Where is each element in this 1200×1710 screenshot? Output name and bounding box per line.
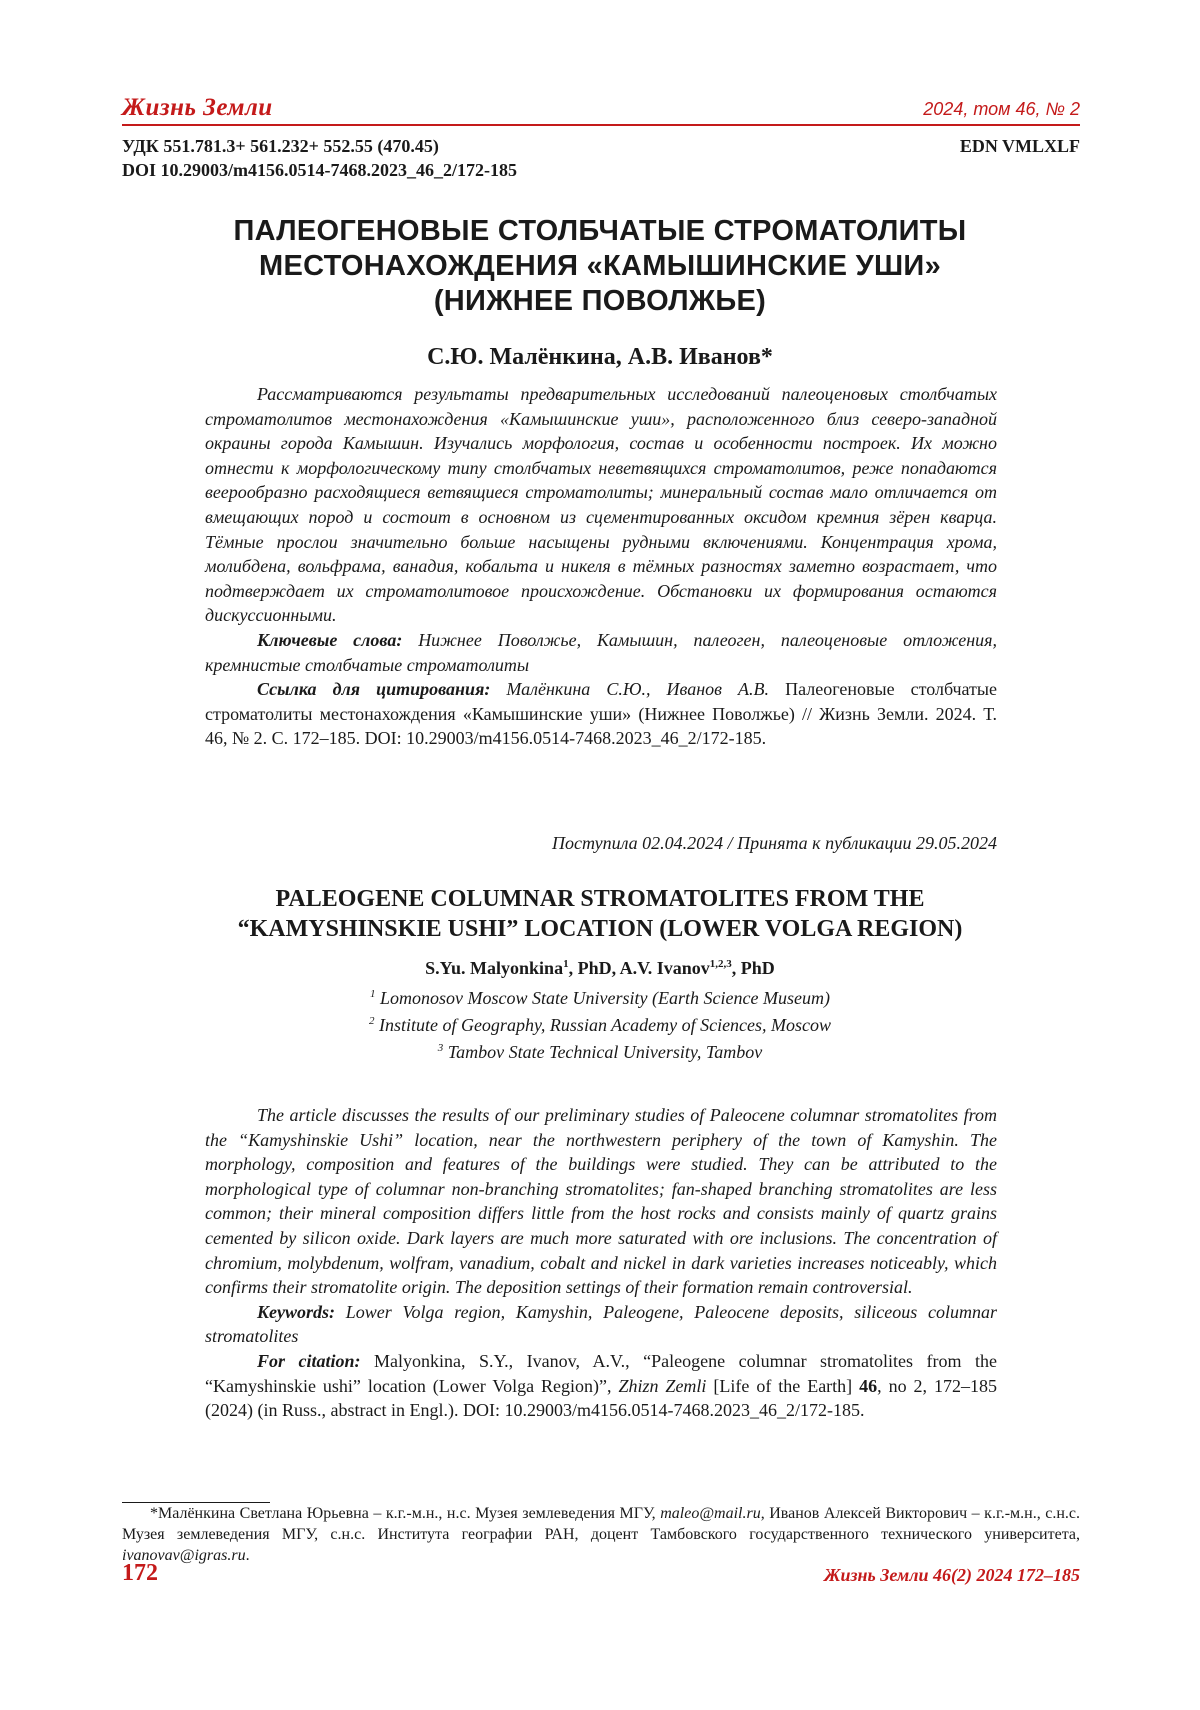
citation-ru-text: Палеогеновые столбчатые строматолиты местонахождения «Камышинские уши» (Нижнее Поволжье) // Жизнь Земли. 2024. Т. 46, № 2. С. 172–185. DOI: 10.29003/m4156.0514-7468.2023_46_2/172-185. <box>205 679 997 749</box>
title-ru-line: ПАЛЕОГЕНОВЫЕ СТОЛБЧАТЫЕ СТРОМАТОЛИТЫ <box>233 215 967 247</box>
keywords-ru <box>205 628 997 677</box>
footnote-part: *Малёнкина Светлана Юрьевна – к.г.-м.н., н.с. Музея землеведения МГУ, <box>150 1505 656 1522</box>
citation-en-label: For citation: <box>257 1350 361 1371</box>
doi: DOI 10.29003/m4156.0514-7468.2023_46_2/172-185 <box>122 160 517 180</box>
title-en <box>150 884 1050 944</box>
running-head <box>122 96 1080 126</box>
footnote-part: . <box>245 1547 250 1564</box>
affiliation <box>150 1042 1050 1063</box>
keywords-en-label: Keywords: <box>257 1301 335 1322</box>
citation-en <box>205 1349 997 1423</box>
affiliation <box>150 1015 1050 1036</box>
citation-ru-label: Ссылка для цитирования: <box>257 679 491 700</box>
author-2: A.V. Ivanov <box>619 958 710 978</box>
affiliation-text: Tambov State Technical University, Tambov <box>447 1042 763 1062</box>
journal-logo: Жизнь Земли <box>122 94 273 121</box>
citation-ru <box>205 677 997 751</box>
header-rule <box>122 124 1080 126</box>
citation-ru-authors: Малёнкина С.Ю., Иванов А.В. <box>506 679 770 700</box>
affiliation-number: 1 <box>370 988 376 1000</box>
affiliation-text: Institute of Geography, Russian Academy of Sciences, Moscow <box>378 1015 832 1035</box>
email-link[interactable]: ivanovav@igras.ru <box>122 1547 246 1564</box>
author-2-degree: , PhD <box>731 958 775 978</box>
abstract-ru-text: Рассматриваются результаты предварительных исследований палеоценовых столбчатых строматолитов местонахождения «Камышинские уши», расположенного близ северо-западной окраины города Камышин. Изучались морфология, состав и особенности построек. Их можно отнести к морфологическому типу столбчатых неветвящихся строматолитов, реже попадаются веерообразно расходящиеся ветвящиеся строматолиты; минеральный состав мало отличается от вмещающих пород и состоит в основном из сцементированных оксидом кремния зёрен кварца. Тёмные прослои значительно больше насыщены рудными включениями. Концентрация хрома, молибдена, вольфрама, ванадия, кобальта и никеля в тёмных разностях заметно возрастает, что подтверждает их строматолитовое происхождение. Обстановки их формирования остаются дискуссионными. <box>205 384 997 626</box>
citation-en-part3: , no 2, 172–185 (2024) (in Russ., abstract in Engl.). DOI: 10.29003/m4156.0514-7468.2023_46_2/172-185. <box>205 1375 997 1421</box>
issue-info: 2024, том 46, № 2 <box>923 99 1080 119</box>
udk: УДК 551.781.3+ 561.232+ 552.55 (470.45) <box>122 136 439 156</box>
footer-journal-ref: Жизнь Земли 46(2) 2024 172–185 <box>823 1565 1080 1585</box>
authors-ru: С.Ю. Малёнкина, А.В. Иванов* <box>427 344 773 370</box>
udk-line <box>122 134 1080 158</box>
footnote-part: , Иванов Алексей Викторович – к.г.-м.н., с.н.с. Музея землеведения МГУ, с.н.с. Института географии РАН, доцент Тамбовского государственного технического университета, <box>122 1505 1081 1543</box>
page-number: 172 <box>122 1560 158 1586</box>
email-link[interactable]: maleo@mail.ru <box>660 1505 761 1522</box>
abstract-ru <box>205 382 997 751</box>
author-1-affil: 1 <box>563 958 569 970</box>
author-1: S.Yu. Malyonkina <box>425 958 564 978</box>
author-1-degree: , PhD, <box>568 958 620 978</box>
keywords-en <box>205 1300 997 1349</box>
affiliation-number: 2 <box>368 1015 375 1027</box>
keywords-ru-label: Ключевые слова: <box>257 629 403 650</box>
citation-en-volume: 46 <box>859 1375 878 1396</box>
citation-en-part1: Malyonkina, S.Y., Ivanov, A.V., “Paleogene columnar stromatolites from the “Kamyshinskie ushi” location (Lower Volga Region)”, <box>205 1350 997 1396</box>
title-ru-line: МЕСТОНАХОЖДЕНИЯ «КАМЫШИНСКИЕ УШИ» <box>258 250 941 282</box>
author-2-affil: 1,2,3 <box>709 958 732 970</box>
title-en-line: “KAMYSHINSKIE USHI” LOCATION (LOWER VOLGA REGION) <box>237 916 963 942</box>
affiliation-text: Lomonosov Moscow State University (Earth Science Museum) <box>380 988 830 1008</box>
citation-en-part2: [Life of the Earth] <box>713 1375 853 1396</box>
authors-en <box>150 958 1050 979</box>
abstract-en <box>205 1103 997 1423</box>
footnote-text <box>122 1503 1080 1566</box>
keywords-ru-text: Нижнее Поволжье, Камышин, палеоген, палеоценовые отложения, кремнистые столбчатые строматолиты <box>205 629 998 675</box>
received-dates: Поступила 02.04.2024 / Принята к публикации 29.05.2024 <box>552 833 997 853</box>
footnote <box>122 1503 1080 1566</box>
doi-line <box>122 158 1080 182</box>
keywords-en-text: Lower Volga region, Kamyshin, Paleogene, Paleocene deposits, siliceous columnar stromatolites <box>205 1301 997 1347</box>
title-ru-line: (НИЖНЕЕ ПОВОЛЖЬЕ) <box>433 285 767 317</box>
edn: EDN VMLXLF <box>959 136 1080 156</box>
affiliation-number: 3 <box>437 1042 444 1054</box>
title-en-line: PALEOGENE COLUMNAR STROMATOLITES FROM THE <box>275 886 925 912</box>
citation-en-journal: Zhizn Zemli <box>618 1375 707 1396</box>
title-ru <box>150 214 1050 319</box>
abstract-en-text: The article discusses the results of our preliminary studies of Paleocene columnar stromatolites from the “Kamyshinskie Ushi” location, near the northwestern periphery of the town of Kamyshin. The morphology, composition and features of the buildings were studied. They can be attributed to the morphological type of columnar non-branching stromatolites; fan-shaped branching stromatolites are less common; their mineral composition differs little from the host rocks and consists mainly of quartz grains cemented by silicon oxide. Dark layers are much more saturated with ore inclusions. The concentration of chromium, molybdenum, wolfram, vanadium, cobalt and nickel in dark varieties increases noticeably, which confirms their stromatolite origin. The deposition settings of their formation remain controversial. <box>205 1105 997 1298</box>
affiliation <box>150 988 1050 1009</box>
